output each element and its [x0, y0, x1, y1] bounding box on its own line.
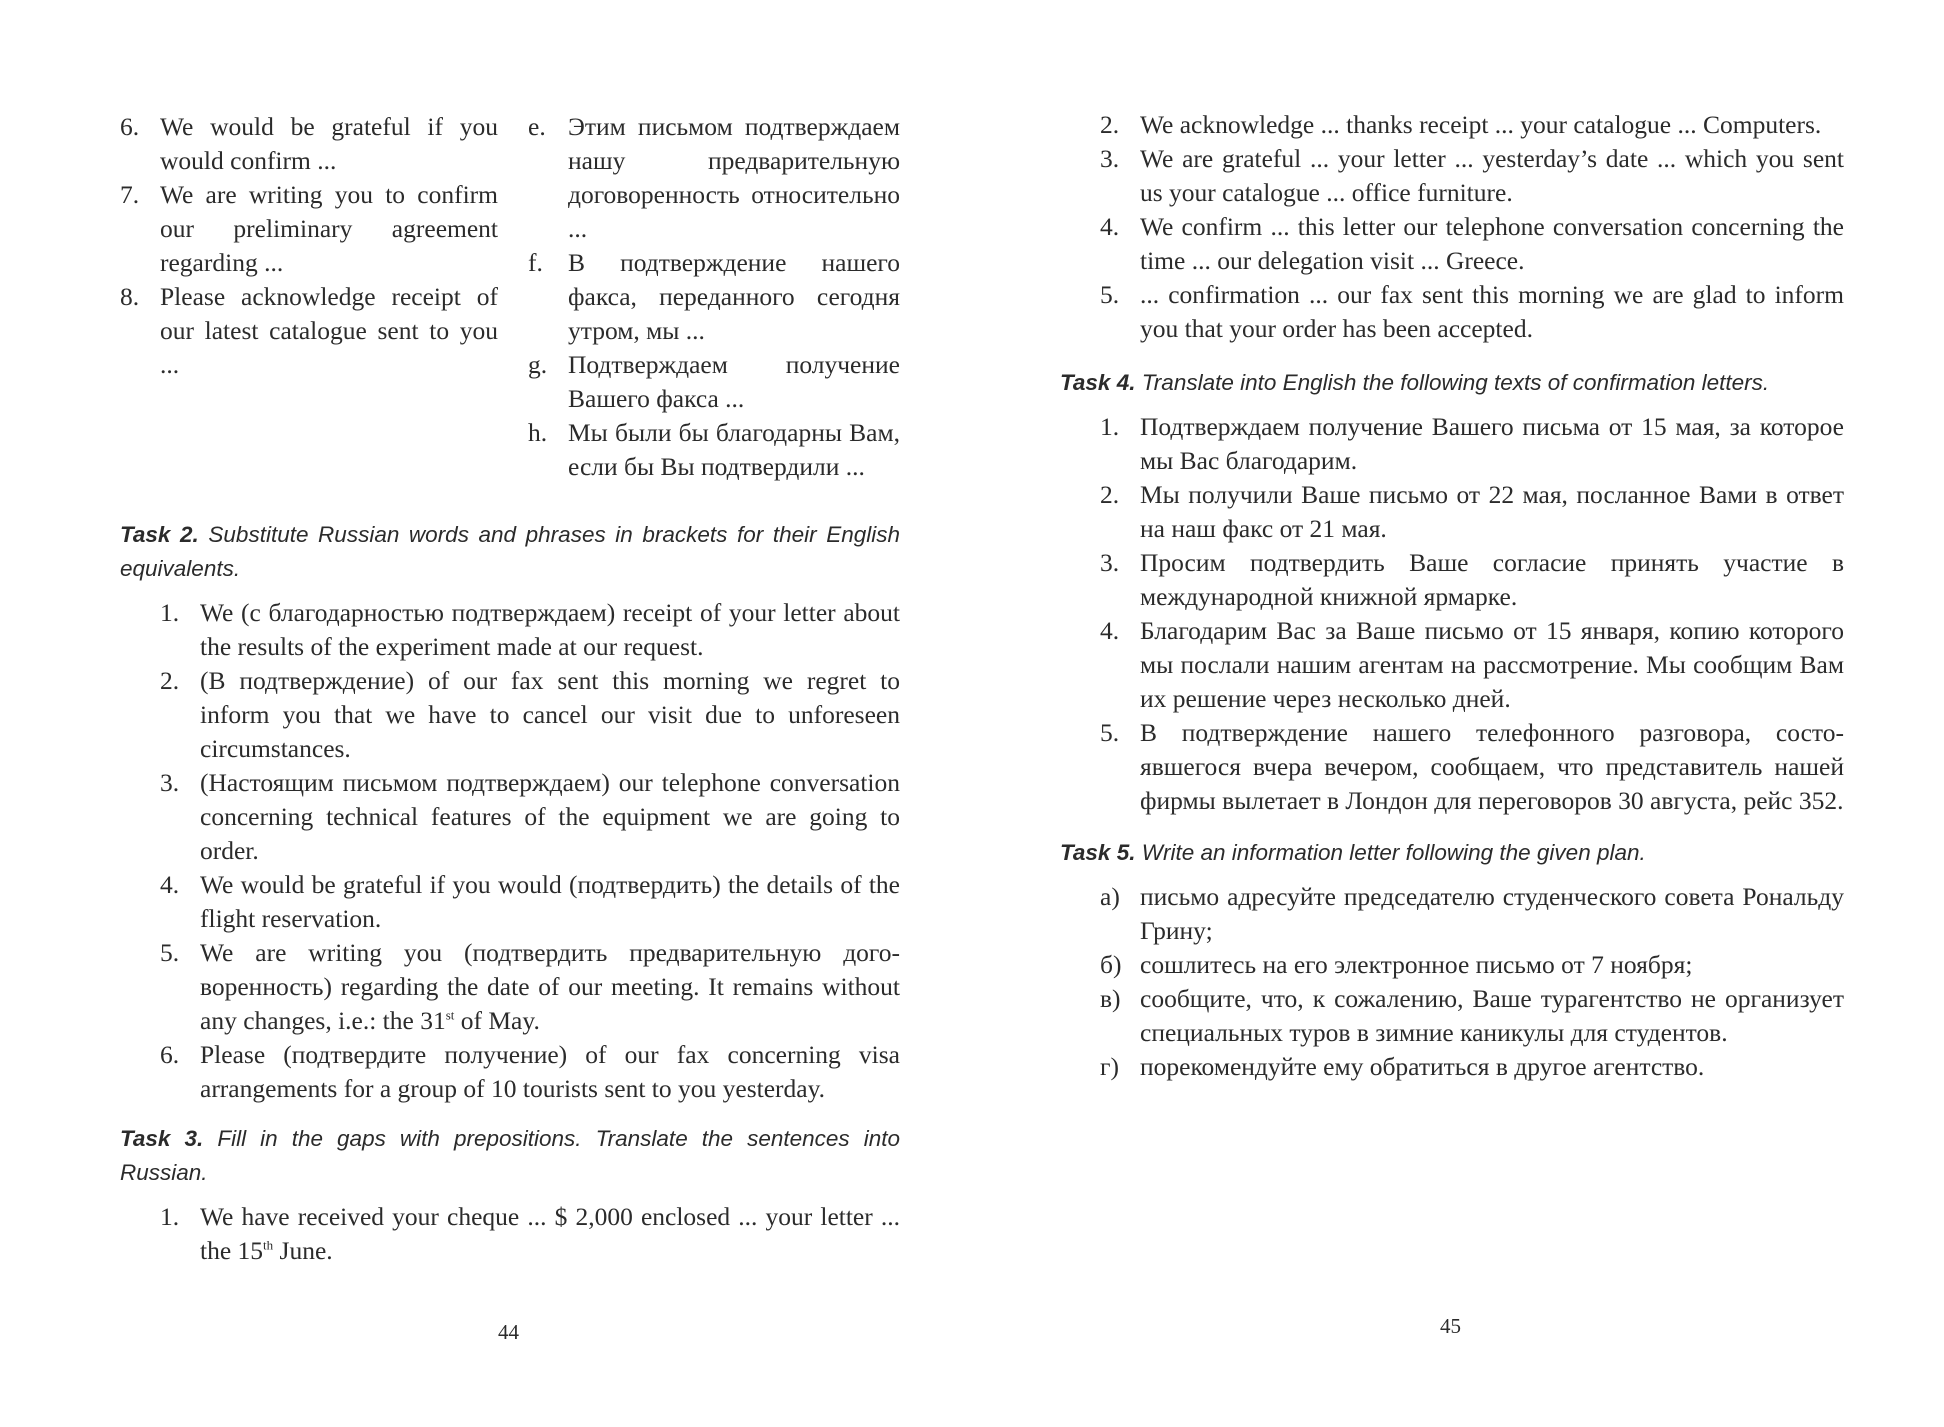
list-item	[1100, 716, 1844, 818]
item-letter: e.	[528, 112, 546, 141]
item-number: 3.	[1100, 548, 1120, 577]
item-text: Мы получили Ваше письмо от 22 мая, посланное Вами в ответ на наш факс от 21 мая.	[1140, 480, 1844, 543]
russian-phrase-g	[528, 348, 900, 416]
item-text: Этим письмом подтверждаем нашу предварительную договоренность относительно ...	[568, 112, 900, 243]
item-number: 1.	[160, 598, 180, 627]
item-text-part: We have received your cheque ... $ 2,000 enclosed ... your letter ... the 15	[200, 1202, 900, 1265]
list-item	[1100, 880, 1844, 948]
item-number: 5.	[1100, 280, 1120, 309]
task-3-continued-list	[1100, 108, 1844, 346]
task-instruction: Fill in the gaps with prepositions. Translate the sentences into Russian.	[120, 1126, 900, 1185]
item-number: 4.	[1100, 212, 1120, 241]
right-page	[1060, 0, 1844, 1427]
item-text: ... confirmation ... our fax sent this morning we are glad to inform you that your order has been accepted.	[1140, 280, 1844, 343]
page-number-left: 44	[498, 1320, 519, 1344]
list-item	[1100, 108, 1844, 142]
task-label: Task 2.	[120, 522, 199, 547]
item-text: Благодарим Вас за Ваше письмо от 15 января, копию которого мы послали нашим агентам на рассмотрение. Мы сообщим Вам их решение через несколько дней.	[1140, 616, 1844, 713]
item-number: 5.	[160, 938, 180, 967]
list-item	[160, 766, 900, 868]
item-text: Please acknowledge receipt of our latest catalogue sent to you ...	[160, 282, 498, 379]
item-text: письмо адресуйте председателю студенческого совета Рональду Грину;	[1140, 882, 1844, 945]
list-item	[160, 1200, 900, 1268]
task-label: Task 5.	[1060, 840, 1136, 865]
item-number: 6.	[160, 1040, 180, 1069]
item-number: 2.	[160, 666, 180, 695]
item-number: 3.	[160, 768, 180, 797]
task-4-list	[1100, 410, 1844, 818]
item-number: 4.	[1100, 616, 1120, 645]
item-number: 6.	[120, 112, 140, 141]
task-3-heading	[120, 1122, 900, 1190]
item-text: порекомендуйте ему обратиться в другое агентство.	[1140, 1052, 1705, 1081]
russian-phrase-e	[528, 110, 900, 246]
item-number: 1.	[160, 1202, 180, 1231]
list-item	[160, 868, 900, 936]
item-letter: г)	[1100, 1052, 1119, 1081]
task-label: Task 3.	[120, 1126, 204, 1151]
matching-exercise	[120, 110, 900, 510]
item-letter: g.	[528, 350, 548, 379]
item-number: 5.	[1100, 718, 1120, 747]
ordinal-suffix: th	[263, 1237, 274, 1253]
item-number: 2.	[1100, 110, 1120, 139]
list-item	[1100, 546, 1844, 614]
item-letter: б)	[1100, 950, 1122, 979]
list-item	[1100, 410, 1844, 478]
task-2-list	[160, 596, 900, 1106]
page-number-right: 45	[1440, 1314, 1461, 1338]
item-letter: в)	[1100, 984, 1121, 1013]
list-item	[160, 936, 900, 1038]
item-text: Подтверждаем получение Вашего письма от 15 мая, за которое мы Вас благодарим.	[1140, 412, 1844, 475]
item-number: 7.	[120, 180, 140, 209]
item-number: 2.	[1100, 480, 1120, 509]
item-text: We would be grateful if you would (подтвердить) the details of the flight reservation.	[200, 870, 900, 933]
item-text: We acknowledge ... thanks receipt ... your catalogue ... Computers.	[1140, 110, 1822, 139]
item-text: Просим подтвердить Ваше согласие принять участие в международной книжной ярмарке.	[1140, 548, 1844, 611]
item-text: We would be grateful if you would confirm ...	[160, 112, 498, 175]
list-item	[1100, 948, 1844, 982]
item-number: 1.	[1100, 412, 1120, 441]
list-item	[1100, 278, 1844, 346]
list-item	[1100, 982, 1844, 1050]
task-2-heading	[120, 518, 900, 586]
item-text: В подтверждение нашего телефонного разговора, состоявшегося вчера вечером, сообщаем, что представитель нашей фирмы вылетает в Лондон для переговоров 30 августа, рейс 352.	[1140, 718, 1844, 815]
item-text: We are writing you to confirm our preliminary agreement regarding ...	[160, 180, 498, 277]
item-letter: h.	[528, 418, 548, 447]
list-item	[160, 596, 900, 664]
item-text: Please (подтвердите получение) of our fax concerning visa arrangements for a group of 10 tourists sent to you yesterday.	[200, 1040, 900, 1103]
item-number: 8.	[120, 282, 140, 311]
list-item	[1100, 1050, 1844, 1084]
english-phrases-column	[120, 110, 498, 382]
item-text: сообщите, что, к сожалению, Ваше турагентство не организует специальных туров в зимние каникулы для студентов.	[1140, 984, 1844, 1047]
list-item	[1100, 142, 1844, 210]
item-text: сошлитесь на его электронное письмо от 7 ноября;	[1140, 950, 1693, 979]
item-text: We are grateful ... your letter ... yesterday’s date ... which you sent us your catalogue ... office furniture.	[1140, 144, 1844, 207]
task-label: Task 4.	[1060, 370, 1136, 395]
list-item	[160, 664, 900, 766]
item-text: Подтверждаем получение Вашего факса ...	[568, 350, 900, 413]
list-item	[1100, 478, 1844, 546]
item-number: 4.	[160, 870, 180, 899]
item-text: В подтверждение нашего факса, переданного сегодня утром, мы ...	[568, 248, 900, 345]
item-text-part: June.	[273, 1236, 333, 1265]
english-phrase-7	[120, 178, 498, 280]
item-letter: f.	[528, 248, 543, 277]
item-text: Мы были бы благодарны Вам, если бы Вы подтвердили ...	[568, 418, 900, 481]
ordinal-suffix: st	[445, 1007, 455, 1023]
russian-phrase-h	[528, 416, 900, 484]
item-number: 3.	[1100, 144, 1120, 173]
task-instruction: Write an information letter following the given plan.	[1141, 840, 1646, 865]
list-item	[1100, 614, 1844, 716]
task-4-heading	[1060, 366, 1844, 400]
item-text: We (с благодарностью подтверждаем) receipt of your letter about the results of the experiment made at our request.	[200, 598, 900, 661]
task-instruction: Translate into English the following texts of confirmation letters.	[1141, 370, 1770, 395]
english-phrase-8	[120, 280, 498, 382]
english-phrase-6	[120, 110, 498, 178]
task-5-heading	[1060, 836, 1844, 870]
russian-phrase-f	[528, 246, 900, 348]
task-3-list	[160, 1200, 900, 1268]
task-instruction: Substitute Russian words and phrases in brackets for their English equivalents.	[120, 522, 900, 581]
russian-phrases-column	[528, 110, 900, 484]
item-text	[200, 1200, 900, 1268]
item-text: (Настоящим письмом подтверждаем) our telephone conversation concerning technical features of the equipment we are going to order.	[200, 768, 900, 865]
item-letter: а)	[1100, 882, 1120, 911]
item-text-part: of May.	[454, 1006, 540, 1035]
list-item	[160, 1038, 900, 1106]
left-page	[120, 0, 900, 1427]
list-item	[1100, 210, 1844, 278]
item-text: (В подтверждение) of our fax sent this morning we regret to inform you that we have to cancel our visit due to unforeseen circumstances.	[200, 666, 900, 763]
item-text: We confirm ... this letter our telephone conversation concerning the time ... our delegation visit ... Greece.	[1140, 212, 1844, 275]
item-text-part: We are writing you (подтвердить предварительную договоренность) regarding the date of our meeting. It remains without any changes, i.e.: the 31	[200, 938, 900, 1035]
task-5-list	[1100, 880, 1844, 1084]
item-text	[200, 936, 900, 1038]
